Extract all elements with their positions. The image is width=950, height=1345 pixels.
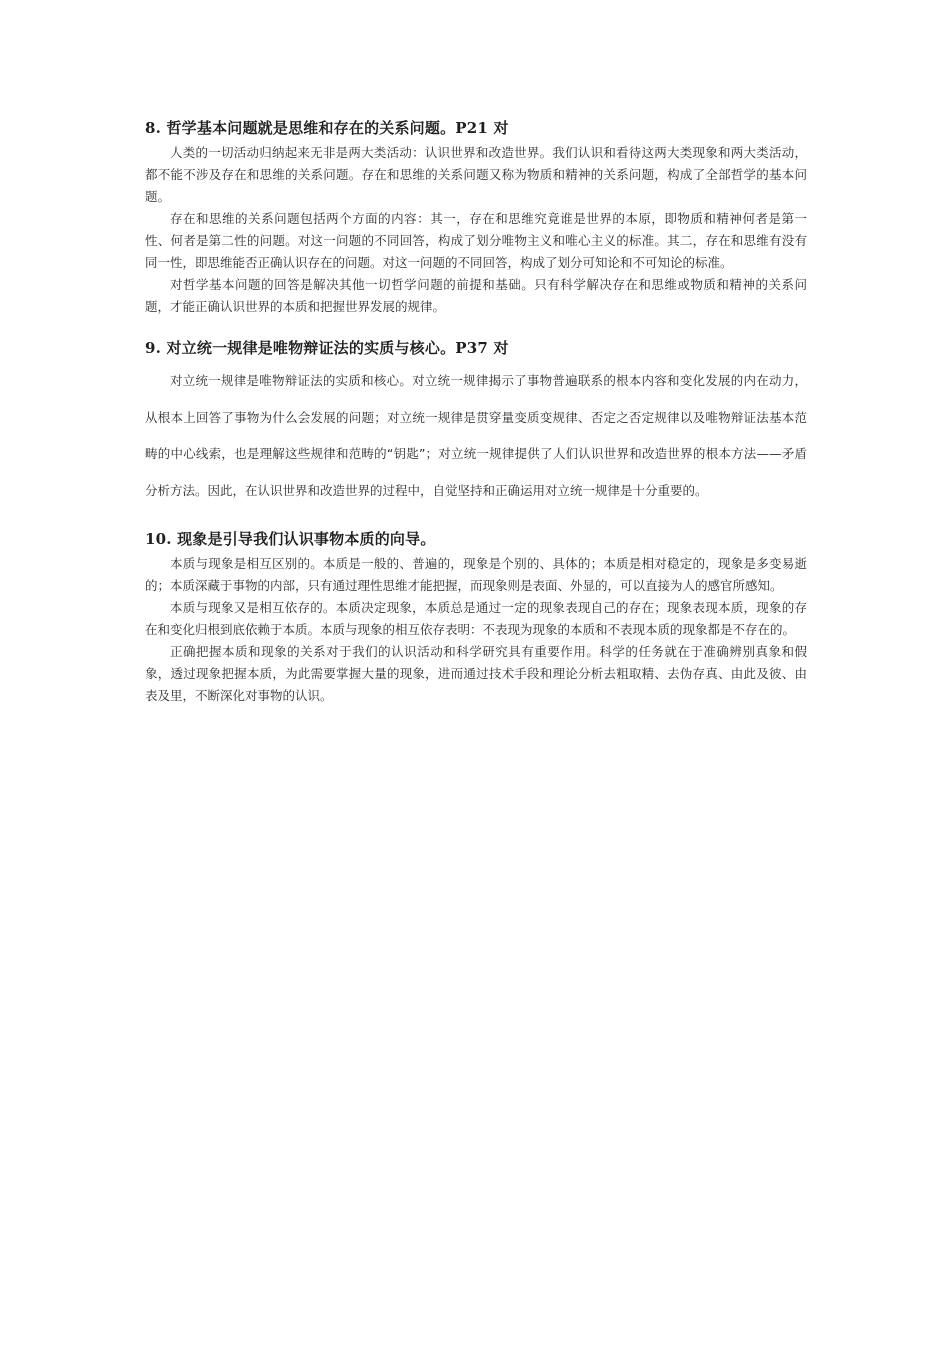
section-8-paragraph-3: 对哲学基本问题的回答是解决其他一切哲学问题的前提和基础。只有科学解决存在和思维或物质和精神的关系问题，才能正确认识世界的本质和把握世界发展的规律。	[145, 277, 807, 314]
section-8-heading: 8. 哲学基本问题就是思维和存在的关系问题。P21 对	[145, 119, 509, 137]
section-9-heading: 9. 对立统一规律是唯物辩证法的实质与核心。P37 对	[145, 339, 509, 357]
section-10-paragraph-3: 正确把握本质和现象的关系对于我们的认识活动和科学研究具有重要作用。科学的任务就在于准确辨别真象和假象，透过现象把握本质，为此需要掌握大量的现象，进而通过技术手段和理论分析去粗取精、去伪存真、由此及彼、由表及里，不断深化对事物的认识。	[145, 644, 807, 703]
section-8-paragraph-1: 人类的一切活动归纳起来无非是两大类活动：认识世界和改造世界。我们认识和看待这两大类现象和两大类活动，都不能不涉及存在和思维的关系问题。存在和思维的关系问题又称为物质和精神的关系问题，构成了全部哲学的基本问题。	[145, 145, 807, 204]
section-10-paragraph-1: 本质与现象是相互区别的。本质是一般的、普遍的，现象是个别的、具体的；本质是相对稳定的，现象是多变易逝的；本质深藏于事物的内部，只有通过理性思维才能把握，而现象则是表面、外显的，可以直接为人的感官所感知。	[145, 556, 807, 593]
section-10	[145, 527, 807, 707]
section-9-paragraph-1: 对立统一规律是唯物辩证法的实质和核心。对立统一规律揭示了事物普遍联系的根本内容和变化发展的内在动力，从根本上回答了事物为什么会发展的问题；对立统一规律是贯穿量变质变规律、否定之否定规律以及唯物辩证法基本范畴的中心线索，也是理解这些规律和范畴的“钥匙”；对立统一规律提供了人们认识世界和改造世界的根本方法——矛盾分析方法。因此，在认识世界和改造世界的过程中，自觉坚持和正确运用对立统一规律是十分重要的。	[145, 373, 807, 498]
section-8-paragraph-2: 存在和思维的关系问题包括两个方面的内容：其一，存在和思维究竟谁是世界的本原，即物质和精神何者是第一性、何者是第二性的问题。对这一问题的不同回答，构成了划分唯物主义和唯心主义的标准。其二，存在和思维有没有同一性，即思维能否正确认识存在的问题。对这一问题的不同回答，构成了划分可知论和不可知论的标准。	[145, 211, 807, 270]
section-10-paragraph-2: 本质与现象又是相互依存的。本质决定现象，本质总是通过一定的现象表现自己的存在；现象表现本质，现象的存在和变化归根到底依赖于本质。本质与现象的相互依存表明：不表现为现象的本质和不表现本质的现象都是不存在的。	[145, 600, 807, 637]
document-content	[145, 116, 807, 707]
section-8	[145, 116, 807, 318]
section-10-heading: 10. 现象是引导我们认识事物本质的向导。	[145, 530, 436, 548]
section-9	[145, 336, 807, 509]
